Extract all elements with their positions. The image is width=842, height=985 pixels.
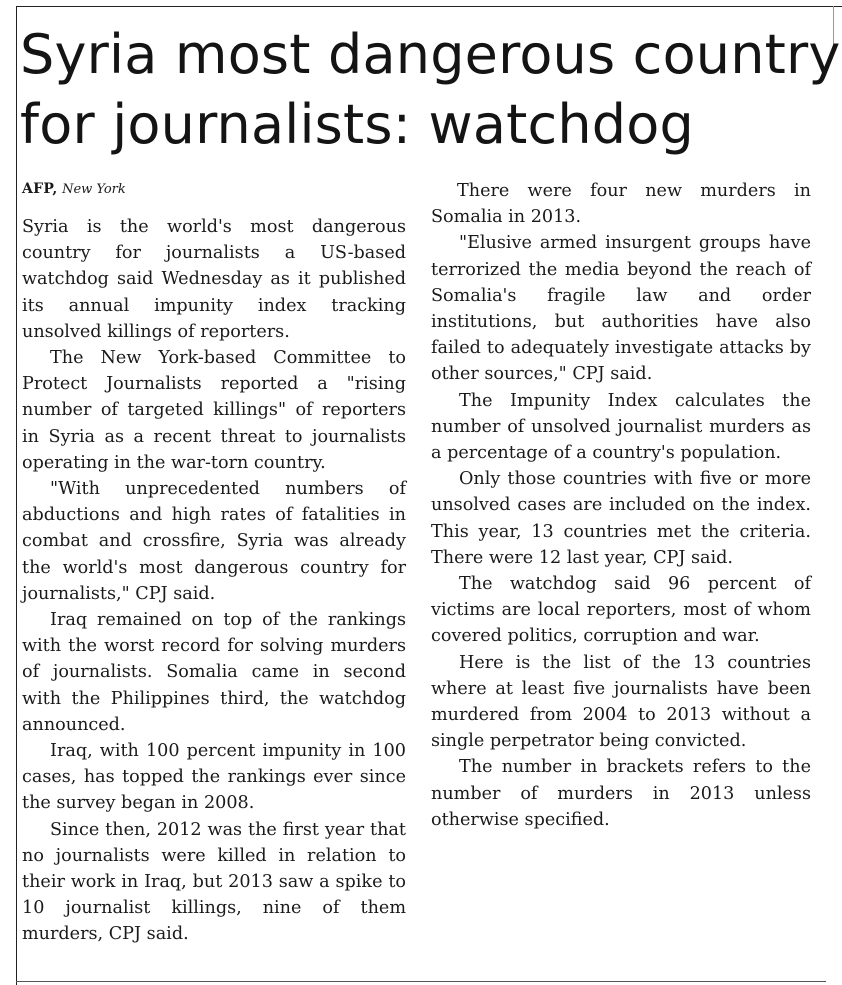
article-column-left xyxy=(22,178,406,948)
article-column-right xyxy=(431,178,811,833)
byline-agency: AFP, xyxy=(22,181,58,197)
paragraph: "Elusive armed insurgent groups have terrorized the media beyond the reach of Somalia's fragile law and order institutions, but authorities have also failed to adequately investigate attacks by other sources," CPJ said. xyxy=(431,233,811,385)
paragraph: Iraq remained on top of the rankings with the worst record for solving murders of journalists. Somalia came in second with the Philippines third, the watchdog announced. xyxy=(22,610,406,735)
paragraph: The Impunity Index calculates the number of unsolved journalist murders as a percentage of a country's population. xyxy=(431,390,811,464)
top-border-rule xyxy=(16,6,842,7)
byline-place: New York xyxy=(62,182,126,197)
paragraph: Here is the list of the 13 countries where at least five journalists have been murdered from 2004 to 2013 without a single perpetrator being convicted. xyxy=(431,652,811,752)
paragraph: There were four new murders in Somalia in 2013. xyxy=(431,181,811,228)
paragraph: Only those countries with five or more unsolved cases are included on the index. This year, 13 countries met the criteria. There were 12 last year, CPJ said. xyxy=(431,469,811,568)
paragraph: "With unprecedented numbers of abductions and high rates of fatalities in combat and crossfire, Syria was already the world's most dangerous country for journalists," CPJ said. xyxy=(22,479,406,604)
bottom-border-rule xyxy=(16,981,826,982)
left-border-rule xyxy=(16,6,17,985)
headline-line-1: Syria most dangerous country xyxy=(20,23,841,86)
paragraph: The watchdog said 96 percent of victims are local reporters, most of whom covered politics, corruption and war. xyxy=(431,574,811,647)
paragraph: The number in brackets refers to the number of murders in 2013 unless otherwise specified. xyxy=(431,757,811,830)
article-headline xyxy=(20,20,841,160)
paragraph: Syria is the world's most dangerous country for journalists a US-based watchdog said Wednesday as it published its annual impunity index tracking unsolved killings of reporters. xyxy=(22,217,406,342)
byline xyxy=(22,178,406,201)
paragraph: Since then, 2012 was the first year that no journalists were killed in relation to their work in Iraq, but 2013 saw a spike to 10 journalist killings, nine of them murders, CPJ said. xyxy=(22,819,406,945)
paragraph: Iraq, with 100 percent impunity in 100 cases, has topped the rankings ever since the survey began in 2008. xyxy=(22,741,406,814)
headline-line-2: for journalists: watchdog xyxy=(20,93,694,156)
paragraph: The New York-based Committee to Protect Journalists reported a "rising number of targeted killings" of reporters in Syria as a recent threat to journalists operating in the war-torn country. xyxy=(22,348,406,473)
